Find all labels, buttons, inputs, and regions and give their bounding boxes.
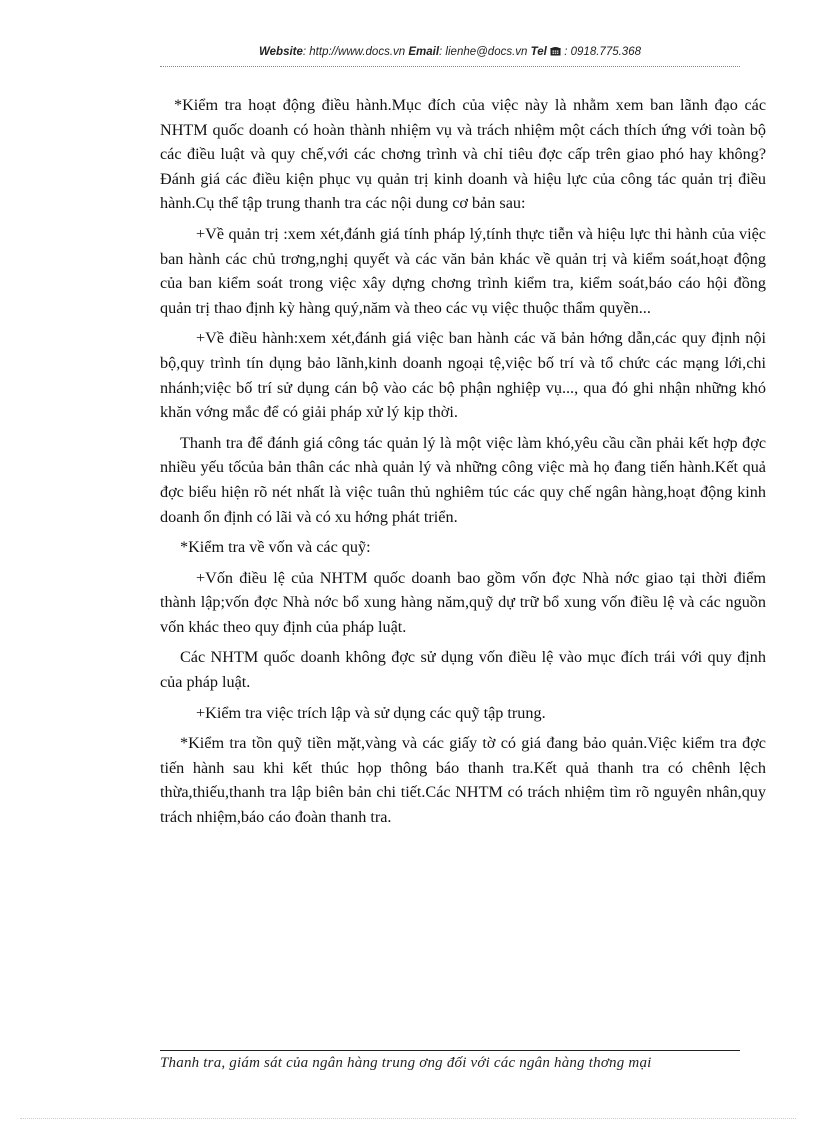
phone-icon <box>550 46 564 58</box>
paragraph-capital-usage: Các NHTM quốc doanh không đợc sử dụng vốn điều lệ vào mục đích trái với quy định của pháp luật. <box>160 648 766 692</box>
page-header <box>160 46 740 58</box>
header-divider <box>160 66 740 67</box>
email-value[interactable]: : lienhe@docs.vn <box>439 46 528 58</box>
website-value[interactable]: : http://www.docs.vn <box>302 46 406 58</box>
paragraph-fund-allocation: +Kiểm tra việc trích lập và sử dụng các quỹ tập trung. <box>196 703 546 722</box>
paragraph-cash-inventory: *Kiểm tra tồn quỹ tiền mặt,vàng và các giấy tờ có giá đang bảo quản.Việc kiểm tra đợc tiến hành sau khi kết thúc họp thông báo thanh tra.Kết quả thanh tra có chênh lệch thừa,thiếu,thanh tra lập biên bản chi tiết.Các NHTM có trách nhiệm tìm rõ nguyên nhân,quy trách nhiệm,báo cáo đoàn thanh tra. <box>160 734 766 827</box>
paragraph-operations-check: *Kiểm tra hoạt động điều hành.Mục đích của việc này là nhằm xem ban lãnh đạo các NHTM quốc doanh có hoàn thành nhiệm vụ và trách nhiệm một cách thích ứng với toàn bộ các điều luật và quy chế,với các chơng trình và chỉ tiêu đợc cấp trên giao phó hay không? Đánh giá các điều kiện phục vụ quản trị kinh doanh và hiệu lực của công tác quản trị điều hành.Cụ thể tập trung thanh tra các nội dung cơ bản sau: <box>160 96 766 213</box>
document-body <box>160 93 766 830</box>
website-label: Website <box>259 46 303 58</box>
paragraph-capital-funds-heading: *Kiểm tra về vốn và các quỹ: <box>180 538 371 557</box>
tel-label: Tel <box>530 46 547 58</box>
page-footer: Thanh tra, giám sát của ngân hàng trung ơng đối với các ngân hàng thơng mại <box>160 1055 652 1071</box>
email-label: Email <box>408 46 440 58</box>
paragraph-administration: +Về điều hành:xem xét,đánh giá việc ban hành các vă bản hớng dẫn,các quy định nội bộ,quy trình tín dụng bảo lãnh,kinh doanh ngoại tệ,việc bố trí và tổ chức các mạng lới,chi nhánh;việc bố trí sử dụng cán bộ vào các bộ phận nghiệp vụ..., qua đó ghi nhận những khó khăn vớng mắc để có giải pháp xử lý kịp thời. <box>160 329 766 422</box>
paragraph-management: +Về quản trị :xem xét,đánh giá tính pháp lý,tính thực tiễn và hiệu lực thi hành của việc ban hành các chủ trơng,nghị quyết và các văn bản khác về quản trị và kiểm soát,hoạt động của ban kiểm soát trong việc xây dựng chơng trình kiểm tra, kiểm soát,báo cáo hội đồng quản trị thao định kỳ hàng quý,năm và theo các vụ việc thuộc thẩm quyền... <box>160 224 766 317</box>
paragraph-charter-capital: +Vốn điều lệ của NHTM quốc doanh bao gồm vốn đợc Nhà nớc giao tại thời điểm thành lập;vốn đợc Nhà nớc bổ xung hàng năm,quỹ dự trữ bổ xung vốn điều lệ và các nguồn vốn khác theo quy định của pháp luật. <box>160 568 766 636</box>
footer-divider <box>160 1050 740 1051</box>
page-bottom-border <box>20 1118 796 1119</box>
paragraph-inspection-difficulty: Thanh tra để đánh giá công tác quản lý là một việc làm khó,yêu cầu cần phải kết hợp đợc nhiều yếu tốcủa bản thân các nhà quản lý và những công việc mà họ đang tiến hành.Kết quả đợc biểu hiện rõ nét nhất là việc tuân thủ nghiêm túc các quy chế ngân hàng,hoạt động kinh doanh ổn định có lãi và có xu hớng phát triển. <box>160 433 766 526</box>
tel-value: : 0918.775.368 <box>564 46 641 58</box>
